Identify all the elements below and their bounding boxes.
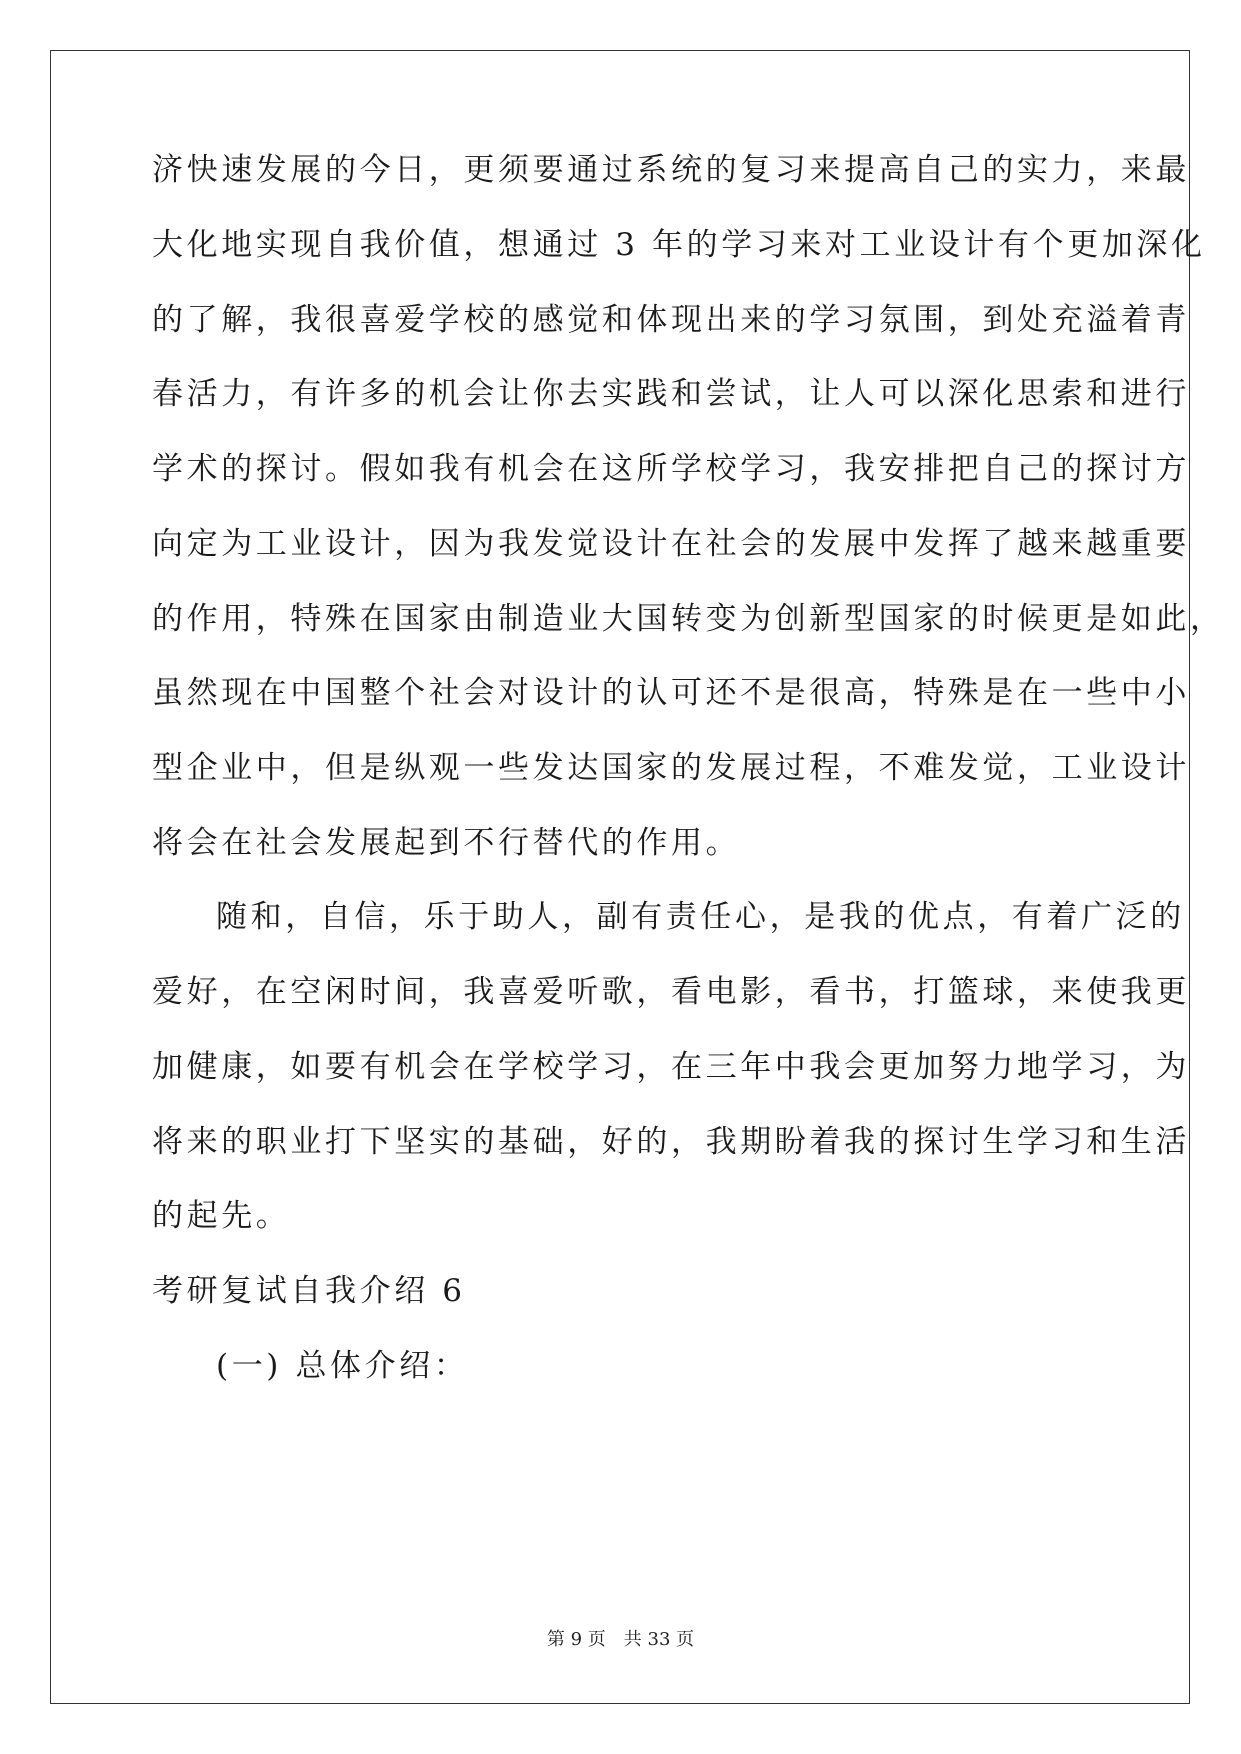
page-number: 第 9 页 <box>546 1629 606 1650</box>
body-text-line: 型企业中，但是纵观一些发达国家的发展过程，不难发觉，工业设计 <box>152 750 1190 786</box>
page-footer <box>0 1628 1241 1652</box>
subsection-heading: (一) 总体介绍： <box>216 1348 469 1384</box>
body-text-line: 爱好，在空闲时间，我喜爱听歌，看电影，看书，打篮球，来使我更 <box>152 974 1190 1010</box>
body-text-line: 将会在社会发展起到不行替代的作用。 <box>152 825 741 861</box>
body-text-line: 的起先。 <box>152 1198 291 1234</box>
body-text-line: 加健康，如要有机会在学校学习，在三年中我会更加努力地学习，为 <box>152 1049 1190 1085</box>
body-text-line: 学术的探讨。假如我有机会在这所学校学习，我安排把自己的探讨方 <box>152 451 1190 487</box>
page-border <box>50 50 1225 1704</box>
body-text-line: 的作用，特殊在国家由制造业大国转变为创新型国家的时候更是如此， <box>152 601 1225 637</box>
body-text-line: 济快速发展的今日，更须要通过系统的复习来提高自己的实力，来最 <box>152 152 1190 188</box>
body-text-line: 的了解，我很喜爱学校的感觉和体现出来的学习氛围，到处充溢着青 <box>152 302 1190 338</box>
body-text-line: 春活力，有许多的机会让你去实践和尝试，让人可以深化思索和进行 <box>152 376 1190 412</box>
section-heading: 考研复试自我介绍 6 <box>152 1273 466 1309</box>
body-text-line: 大化地实现自我价值，想通过 3 年的学习来对工业设计有个更加深化 <box>152 227 1206 263</box>
total-pages: 共 33 页 <box>623 1629 695 1650</box>
body-text-line: 将来的职业打下坚实的基础，好的，我期盼着我的探讨生学习和生活 <box>152 1124 1190 1160</box>
body-text-line: 虽然现在中国整个社会对设计的认可还不是很高，特殊是在一些中小 <box>152 675 1190 711</box>
body-text-line: 向定为工业设计，因为我发觉设计在社会的发展中发挥了越来越重要 <box>152 526 1190 562</box>
paragraph-first-line: 随和，自信，乐于助人，副有责任心，是我的优点，有着广泛的 <box>216 899 1185 935</box>
